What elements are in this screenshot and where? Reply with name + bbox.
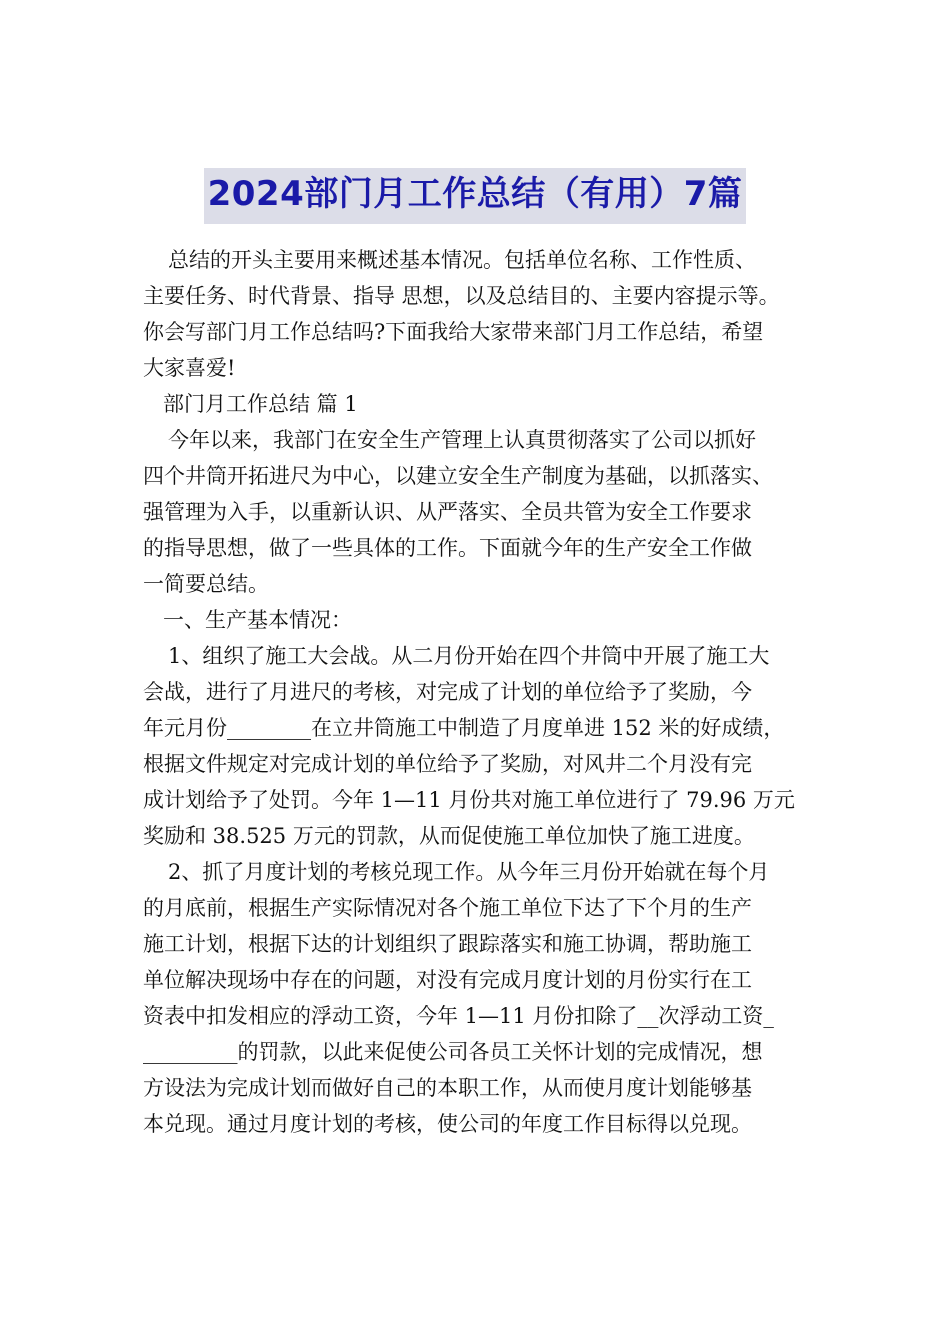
document-body [143, 242, 823, 1142]
paragraph-line: 一简要总结。 [143, 572, 269, 596]
paragraph-line: _________的罚款，以此来促使公司各员工关怀计划的完成情况，想 [143, 1040, 763, 1064]
paragraph-line: 今年以来，我部门在安全生产管理上认真贯彻落实了公司以抓好 [168, 428, 756, 452]
item-1-paragraph [143, 638, 823, 854]
paragraph-line: 四个井筒开拓进尺为中心，以建立安全生产制度为基础，以抓落实、 [143, 464, 773, 488]
document-title: 2024部门月工作总结（有用）7篇 [204, 168, 747, 224]
paragraph-line: 施工计划，根据下达的计划组织了跟踪落实和施工协调，帮助施工 [143, 932, 752, 956]
intro-line: 总结的开头主要用来概述基本情况。包括单位名称、工作性质、 [168, 248, 756, 272]
intro-paragraph [143, 242, 823, 386]
item-2-paragraph [143, 854, 823, 1142]
paragraph-line: 单位解决现场中存在的问题，对没有完成月度计划的月份实行在工 [143, 968, 752, 992]
paragraph-line: 1、组织了施工大会战。从二月份开始在四个井筒中开展了施工大 [168, 644, 770, 668]
paragraph-line: 2、抓了月度计划的考核兑现工作。从今年三月份开始就在每个月 [168, 860, 770, 884]
heading-production-basics: 一、生产基本情况： [163, 608, 352, 632]
paragraph-line: 成计划给予了处罚。今年 1—11 月份共对施工单位进行了 79.96 万元 [143, 788, 795, 812]
paragraph-line: 方设法为完成计划而做好自己的本职工作，从而使月度计划能够基 [143, 1076, 752, 1100]
intro-line: 大家喜爱! [143, 356, 236, 380]
paragraph-line: 的月底前，根据生产实际情况对各个施工单位下达了下个月的生产 [143, 896, 752, 920]
title-container [0, 168, 950, 224]
paragraph-line: 本兑现。通过月度计划的考核，使公司的年度工作目标得以兑现。 [143, 1112, 752, 1136]
paragraph-line: 强管理为入手，以重新认识、从严落实、全员共管为安全工作要求 [143, 500, 752, 524]
intro-line: 主要任务、时代背景、指导 思想，以及总结目的、主要内容提示等。 [143, 284, 780, 308]
section-title: 部门月工作总结 篇 1 [163, 392, 358, 416]
paragraph-line: 会战，进行了月进尺的考核，对完成了计划的单位给予了奖励，今 [143, 680, 752, 704]
paragraph-line: 资表中扣发相应的浮动工资，今年 1—11 月份扣除了__次浮动工资_ [143, 1004, 774, 1028]
paragraph-line: 奖励和 38.525 万元的罚款，从而促使施工单位加快了施工进度。 [143, 824, 755, 848]
paragraph-1 [143, 422, 823, 602]
paragraph-line: 年元月份________在立井筒施工中制造了月度单进 152 米的好成绩， [143, 716, 785, 740]
intro-line: 你会写部门月工作总结吗?下面我给大家带来部门月工作总结，希望 [143, 320, 764, 344]
paragraph-line: 的指导思想，做了一些具体的工作。下面就今年的生产安全工作做 [143, 536, 752, 560]
paragraph-line: 根据文件规定对完成计划的单位给予了奖励，对风井二个月没有完 [143, 752, 752, 776]
